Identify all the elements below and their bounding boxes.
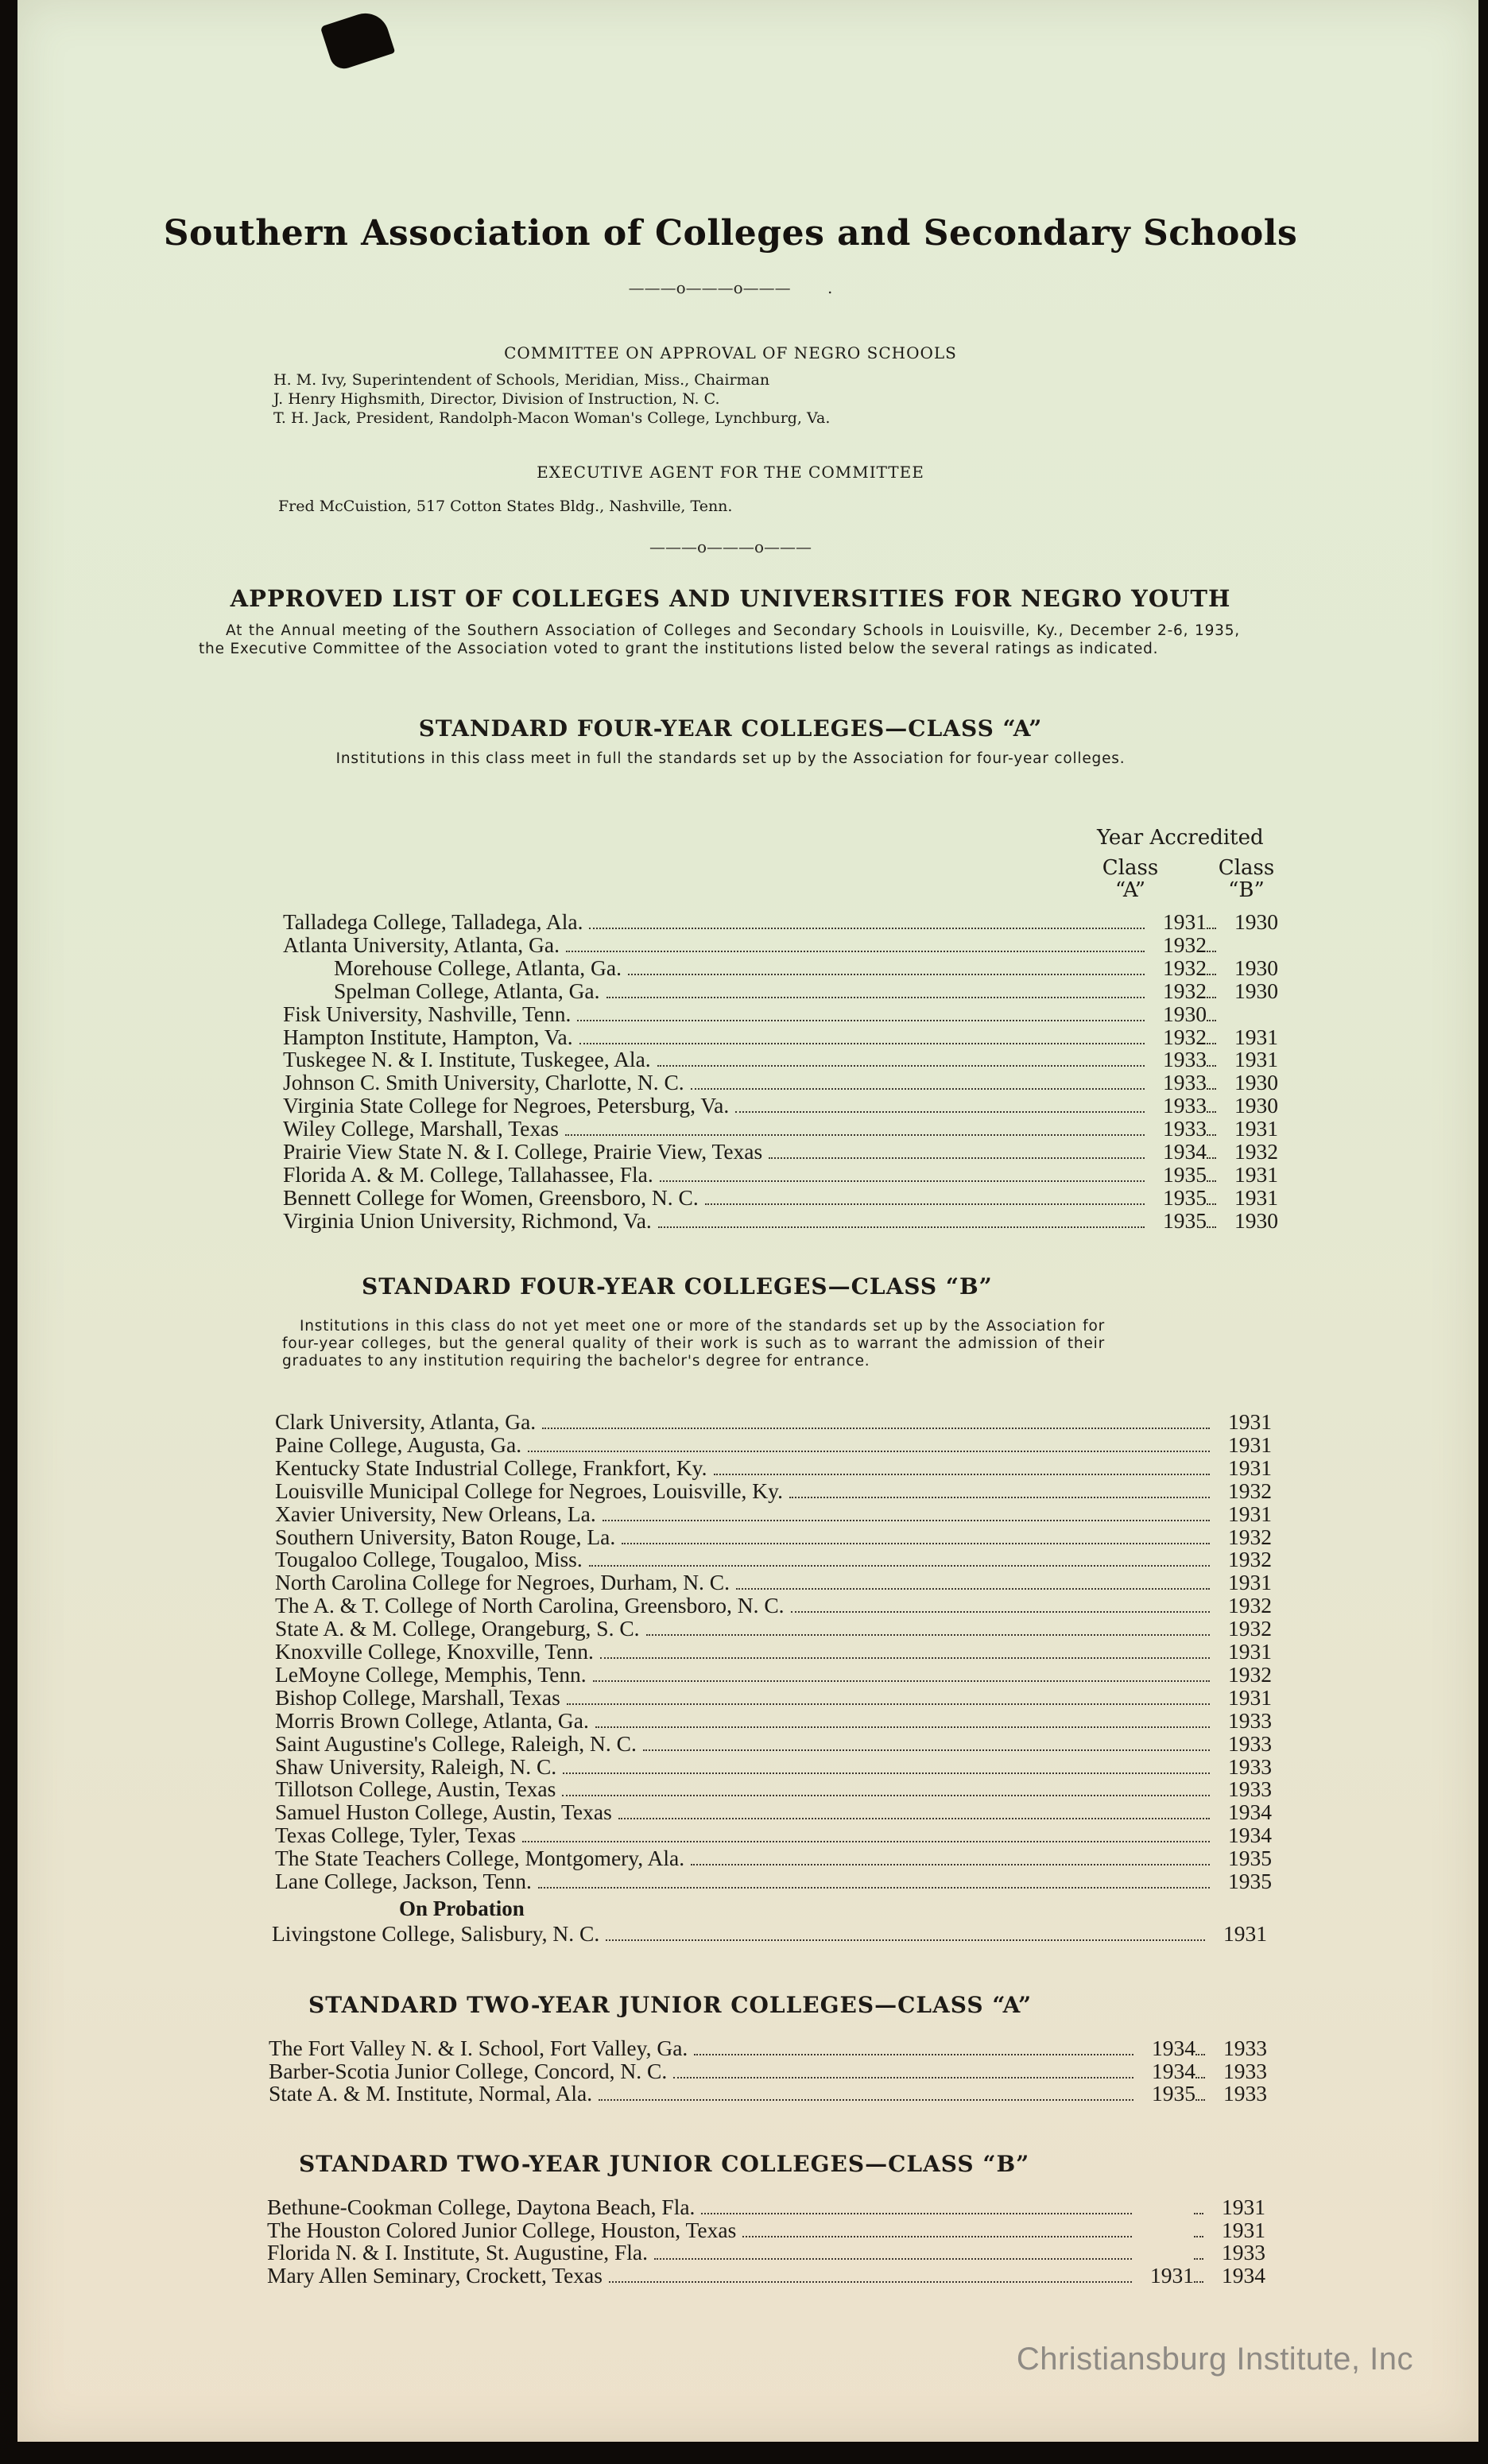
year-class-b: 1931 (1223, 1921, 1267, 1946)
dot-leader (1207, 997, 1216, 998)
table-row (275, 1684, 1272, 1710)
dot-leader (1207, 1043, 1216, 1044)
probation-label: On Probation (399, 1896, 525, 1920)
year-class-a: 1934 (1152, 2058, 1195, 2083)
institution-name: Bishop College, Marshall, Texas (275, 1684, 560, 1710)
dot-leader (691, 1864, 1210, 1865)
institution-name: Atlanta University, Atlanta, Ga. (283, 932, 560, 957)
year-class-a: 1933 (1163, 1070, 1207, 1095)
committee-member: J. Henry Highsmith, Director, Division of Instruction, N. C. (273, 390, 720, 408)
table-row (283, 1072, 1278, 1095)
table-row (275, 1572, 1272, 1595)
dot-leader (769, 1157, 1145, 1159)
year-class-b: 1932 (1228, 1661, 1272, 1687)
table-row (334, 978, 1278, 1004)
institution-name: Kentucky State Industrial College, Frankfort, Ky. (275, 1455, 707, 1480)
org-title: Southern Association of Colleges and Secondary Schools (163, 213, 1298, 254)
dot-leader (566, 951, 1145, 952)
table-row (275, 1455, 1272, 1481)
dot-leader (673, 2077, 1133, 2079)
institution-name: Mary Allen Seminary, Crockett, Texas (267, 2262, 603, 2288)
year-class-b: 1931 (1228, 1432, 1272, 1457)
year-class-b: 1933 (1222, 2240, 1265, 2264)
table-row (275, 1595, 1272, 1618)
year-class-a: 1935 (1163, 1207, 1207, 1233)
dot-leader (735, 1111, 1145, 1113)
dot-leader (563, 1772, 1210, 1774)
year-class-b: 1930 (1234, 1207, 1278, 1233)
institution-name: Livingstone College, Salisbury, N. C. (272, 1921, 600, 1946)
year-class-b: 1933 (1223, 2036, 1267, 2060)
year-class-b: 1932 (1228, 1593, 1272, 1618)
year-class-a: 1935 (1163, 1161, 1207, 1187)
executive-title: EXECUTIVE AGENT FOR THE COMMITTEE (537, 463, 924, 482)
institution-name: Clark University, Atlanta, Ga. (275, 1409, 537, 1434)
committee-title: COMMITTEE ON APPROVAL OF NEGRO SCHOOLS (504, 343, 957, 362)
table-row (275, 1524, 1272, 1550)
dot-leader (579, 1043, 1145, 1044)
year-class-b: 1932 (1228, 1616, 1272, 1641)
class-b-header: Class “B” (1218, 856, 1275, 902)
year-class-a: 1932 (1163, 1024, 1207, 1049)
dot-leader (691, 1088, 1145, 1090)
year-class-b: 1932 (1228, 1547, 1272, 1572)
year-class-b: 1931 (1228, 1639, 1272, 1664)
institution-name: Fisk University, Nashville, Tenn. (283, 1001, 572, 1026)
intro-paragraph: At the Annual meeting of the Southern Association of Colleges and Secondary Schools in Louisville, Ky., December 2-6, 1935, the Executive Committee of the Association voted to grant the institutions listed below the several ratings as indicated. (199, 622, 1240, 657)
year-class-a: 1933 (1163, 1093, 1207, 1118)
year-class-b: 1933 (1228, 1753, 1272, 1779)
dot-leader (1195, 2054, 1205, 2055)
table-row (283, 1207, 1278, 1234)
institution-name: Tougaloo College, Tougaloo, Miss. (275, 1547, 583, 1572)
dot-leader (606, 997, 1145, 998)
dot-leader (736, 1588, 1210, 1590)
section-heading: STANDARD TWO-YEAR JUNIOR COLLEGES—CLASS “B” (299, 2151, 1030, 2177)
year-class-b: 1935 (1228, 1869, 1272, 1893)
table-row (275, 1802, 1272, 1825)
institution-name: The Houston Colored Junior College, Houston, Texas (267, 2217, 737, 2242)
table-row (275, 1871, 1272, 1894)
year-class-b: 1930 (1234, 978, 1278, 1003)
institution-name: Virginia State College for Negroes, Petersburg, Va. (283, 1093, 730, 1118)
institution-name: Florida N. & I. Institute, St. Augustine, Fla. (267, 2240, 648, 2264)
institution-name: Prairie View State N. & I. College, Prairie View, Texas (283, 1139, 763, 1164)
section-description: Institutions in this class meet in full the standards set up by the Association for four-year colleges. (335, 750, 1126, 767)
year-class-b: 1934 (1228, 1800, 1272, 1825)
table-row (334, 955, 1278, 981)
institution-name: Texas College, Tyler, Texas (275, 1823, 516, 1848)
table-row (275, 1730, 1272, 1757)
dot-leader (1207, 1134, 1216, 1136)
dot-leader (565, 1134, 1145, 1136)
table-row (283, 932, 1278, 958)
dot-leader (1207, 1088, 1216, 1090)
table-row (267, 2262, 1265, 2288)
dot-leader (1195, 2077, 1205, 2079)
dot-leader (599, 2099, 1133, 2101)
dot-leader (1207, 1157, 1216, 1159)
year-accredited-header: Year Accredited (1097, 826, 1264, 850)
institution-name: Wiley College, Marshall, Texas (283, 1116, 559, 1141)
year-class-a: 1933 (1163, 1047, 1207, 1072)
dot-leader (1194, 2213, 1203, 2214)
dot-leader (694, 2054, 1133, 2055)
class-a-header: Class “A” (1102, 856, 1159, 902)
institution-name: Morehouse College, Atlanta, Ga. (334, 955, 622, 980)
institution-name: Xavier University, New Orleans, La. (275, 1501, 596, 1526)
dot-leader (1207, 1203, 1216, 1205)
dot-leader (577, 1020, 1145, 1021)
year-class-b: 1931 (1228, 1501, 1272, 1526)
institution-name: Johnson C. Smith University, Charlotte, N. C. (283, 1070, 684, 1095)
year-class-b: 1930 (1234, 1070, 1278, 1095)
institution-name: Louisville Municipal College for Negroes, Louisville, Ky. (275, 1478, 783, 1503)
institution-name: Paine College, Augusta, Ga. (275, 1432, 522, 1457)
table-row (275, 1409, 1272, 1435)
institution-name: Tillotson College, Austin, Texas (275, 1776, 556, 1802)
year-class-b: 1933 (1223, 2081, 1267, 2106)
year-class-b: 1934 (1222, 2262, 1265, 2288)
dot-leader (1207, 951, 1216, 952)
institution-name: Samuel Huston College, Austin, Texas (275, 1800, 612, 1825)
year-class-b: 1933 (1228, 1776, 1272, 1802)
dot-leader (1207, 1226, 1216, 1228)
year-class-b: 1930 (1234, 1093, 1278, 1118)
year-class-a: 1933 (1163, 1116, 1207, 1141)
dot-leader (589, 1565, 1210, 1567)
dot-leader (1207, 1180, 1216, 1182)
year-class-b: 1933 (1223, 2058, 1267, 2083)
table-row (275, 1776, 1272, 1802)
institution-name: Barber-Scotia Junior College, Concord, N. C. (269, 2058, 668, 2083)
year-class-a: 1935 (1163, 1184, 1207, 1210)
year-class-a: 1931 (1150, 2262, 1194, 2288)
year-class-a: 1932 (1163, 955, 1207, 980)
year-class-b: 1930 (1234, 909, 1278, 934)
table-row (283, 1141, 1278, 1164)
table-row (283, 1024, 1278, 1050)
dot-leader (1194, 2258, 1203, 2260)
table-row (283, 1118, 1278, 1141)
year-class-b: 1931 (1228, 1455, 1272, 1480)
year-class-b: 1931 (1234, 1161, 1278, 1187)
table-row (283, 1095, 1278, 1118)
year-class-a: 1930 (1163, 1001, 1207, 1026)
year-class-a: 1931 (1163, 909, 1207, 934)
institution-name: The State Teachers College, Montgomery, Ala. (275, 1846, 685, 1871)
table-row (275, 1848, 1272, 1871)
dot-leader (742, 2236, 1132, 2237)
year-class-b: 1935 (1228, 1846, 1272, 1871)
year-class-b: 1931 (1228, 1409, 1272, 1434)
year-class-b: 1931 (1228, 1570, 1272, 1595)
dot-leader (705, 1203, 1145, 1205)
dot-leader (714, 1474, 1210, 1475)
dot-leader (654, 2258, 1132, 2260)
dot-leader (1207, 928, 1216, 929)
dot-leader (643, 1749, 1210, 1751)
institution-name: Virginia Union University, Richmond, Va. (283, 1207, 652, 1233)
year-class-b: 1931 (1234, 1024, 1278, 1049)
watermark: Christiansburg Institute, Inc (1016, 2342, 1413, 2377)
dot-leader (628, 974, 1145, 975)
institution-name: The A. & T. College of North Carolina, Greensboro, N. C. (275, 1593, 785, 1618)
dot-leader (542, 1428, 1210, 1429)
year-class-b: 1933 (1228, 1730, 1272, 1756)
table-row (275, 1478, 1272, 1504)
year-class-b: 1931 (1234, 1184, 1278, 1210)
institution-name: Florida A. & M. College, Tallahassee, Fla. (283, 1161, 653, 1187)
dot-leader (609, 2281, 1132, 2283)
dot-leader (528, 1451, 1210, 1452)
table-row (283, 1049, 1278, 1072)
institution-name: Southern University, Baton Rouge, La. (275, 1524, 616, 1549)
dot-leader (660, 1180, 1145, 1182)
institution-name: Bennett College for Women, Greensboro, N. C. (283, 1184, 699, 1210)
table-row (275, 1549, 1272, 1572)
institution-name: The Fort Valley N. & I. School, Fort Valley, Ga. (269, 2036, 688, 2060)
year-class-a: 1932 (1163, 932, 1207, 957)
dot-leader (562, 1795, 1210, 1796)
institution-name: Shaw University, Raleigh, N. C. (275, 1753, 557, 1779)
institution-name: Tuskegee N. & I. Institute, Tuskegee, Ala. (283, 1047, 651, 1072)
dot-leader (603, 1520, 1210, 1521)
dot-leader (1207, 1065, 1216, 1067)
dot-leader (593, 1680, 1210, 1682)
main-heading: APPROVED LIST OF COLLEGES AND UNIVERSITIES FOR NEGRO YOUTH (230, 585, 1231, 612)
table-row (275, 1753, 1272, 1780)
committee-member: T. H. Jack, President, Randolph-Macon Woman's College, Lynchburg, Va. (273, 409, 831, 427)
dot-leader (1207, 974, 1216, 975)
dot-leader (1195, 2099, 1205, 2101)
dot-leader (658, 1226, 1145, 1228)
year-class-b: 1932 (1228, 1478, 1272, 1503)
table-row (272, 1921, 1267, 1947)
institution-name: LeMoyne College, Memphis, Tenn. (275, 1661, 587, 1687)
institution-name: Morris Brown College, Atlanta, Ga. (275, 1707, 589, 1733)
institution-name: Talladega College, Talladega, Ala. (283, 909, 583, 934)
year-class-b: 1931 (1234, 1116, 1278, 1141)
year-class-a: 1935 (1152, 2081, 1195, 2106)
table-row (283, 1001, 1278, 1027)
table-row (283, 1184, 1278, 1211)
year-class-b: 1934 (1228, 1823, 1272, 1848)
dot-leader (606, 1939, 1205, 1941)
executive-agent: Fred McCuistion, 517 Cotton States Bldg., Nashville, Tenn. (278, 498, 733, 515)
table-row (275, 1641, 1272, 1664)
year-class-b: 1931 (1234, 1047, 1278, 1072)
institution-name: Hampton Institute, Hampton, Va. (283, 1024, 573, 1049)
year-class-a: 1934 (1163, 1139, 1207, 1164)
table-row (275, 1618, 1272, 1641)
dot-leader (657, 1065, 1145, 1067)
dot-leader (1207, 1020, 1216, 1021)
institution-name: Saint Augustine's College, Raleigh, N. C. (275, 1730, 637, 1756)
year-class-b: 1933 (1228, 1707, 1272, 1733)
dot-leader (522, 1841, 1210, 1842)
dot-leader (646, 1634, 1210, 1636)
table-row (275, 1501, 1272, 1527)
year-class-a: 1932 (1163, 978, 1207, 1003)
table-row (283, 1161, 1278, 1187)
ornament-divider: ———o———o——— . (628, 278, 833, 297)
section-heading: STANDARD FOUR-YEAR COLLEGES—CLASS “B” (362, 1273, 993, 1300)
dot-leader (622, 1543, 1210, 1544)
committee-member: H. M. Ivy, Superintendent of Schools, Meridian, Miss., Chairman (273, 371, 770, 389)
ornament-divider: ———o———o——— (649, 537, 812, 556)
institution-name: Knoxville College, Knoxville, Tenn. (275, 1639, 594, 1664)
dot-leader (618, 1818, 1210, 1819)
dot-leader (1194, 2236, 1203, 2237)
dot-leader (589, 928, 1145, 929)
institution-name: State A. & M. Institute, Normal, Ala. (269, 2081, 593, 2106)
year-class-b: 1931 (1222, 2217, 1265, 2242)
table-row (275, 1432, 1272, 1458)
table-row (275, 1661, 1272, 1687)
dot-leader (789, 1497, 1210, 1498)
year-class-a: 1934 (1152, 2036, 1195, 2060)
dot-leader (538, 1887, 1210, 1889)
dot-leader (701, 2213, 1132, 2214)
institution-name: Bethune-Cookman College, Daytona Beach, Fla. (267, 2195, 696, 2219)
year-class-b: 1930 (1234, 955, 1278, 980)
institution-name: Lane College, Jackson, Tenn. (275, 1869, 532, 1893)
dot-leader (600, 1657, 1210, 1659)
dot-leader (791, 1611, 1210, 1613)
table-row (283, 909, 1278, 935)
dot-leader (567, 1703, 1210, 1705)
table-row (275, 1707, 1272, 1734)
dot-leader (1194, 2281, 1203, 2283)
dot-leader (1207, 1111, 1216, 1113)
year-class-b: 1931 (1228, 1684, 1272, 1710)
year-class-b: 1932 (1234, 1139, 1278, 1164)
section-heading: STANDARD FOUR-YEAR COLLEGES—CLASS “A” (418, 715, 1043, 742)
institution-name: State A. & M. College, Orangeburg, S. C. (275, 1616, 640, 1641)
section-heading: STANDARD TWO-YEAR JUNIOR COLLEGES—CLASS “A” (308, 1992, 1033, 2018)
table-row (275, 1825, 1272, 1848)
year-class-b: 1932 (1228, 1524, 1272, 1549)
institution-name: North Carolina College for Negroes, Durham, N. C. (275, 1570, 730, 1595)
section-description: Institutions in this class do not yet meet one or more of the standards set up by the Association for four-year colleges, but the general quality of their work is such as to warrant the admission of their graduates to any institution requiring the bachelor's degree for entrance. (282, 1318, 1105, 1370)
dot-leader (595, 1726, 1210, 1728)
institution-name: Spelman College, Atlanta, Ga. (334, 978, 600, 1003)
table-row (269, 2083, 1267, 2106)
year-class-b: 1931 (1222, 2195, 1265, 2219)
